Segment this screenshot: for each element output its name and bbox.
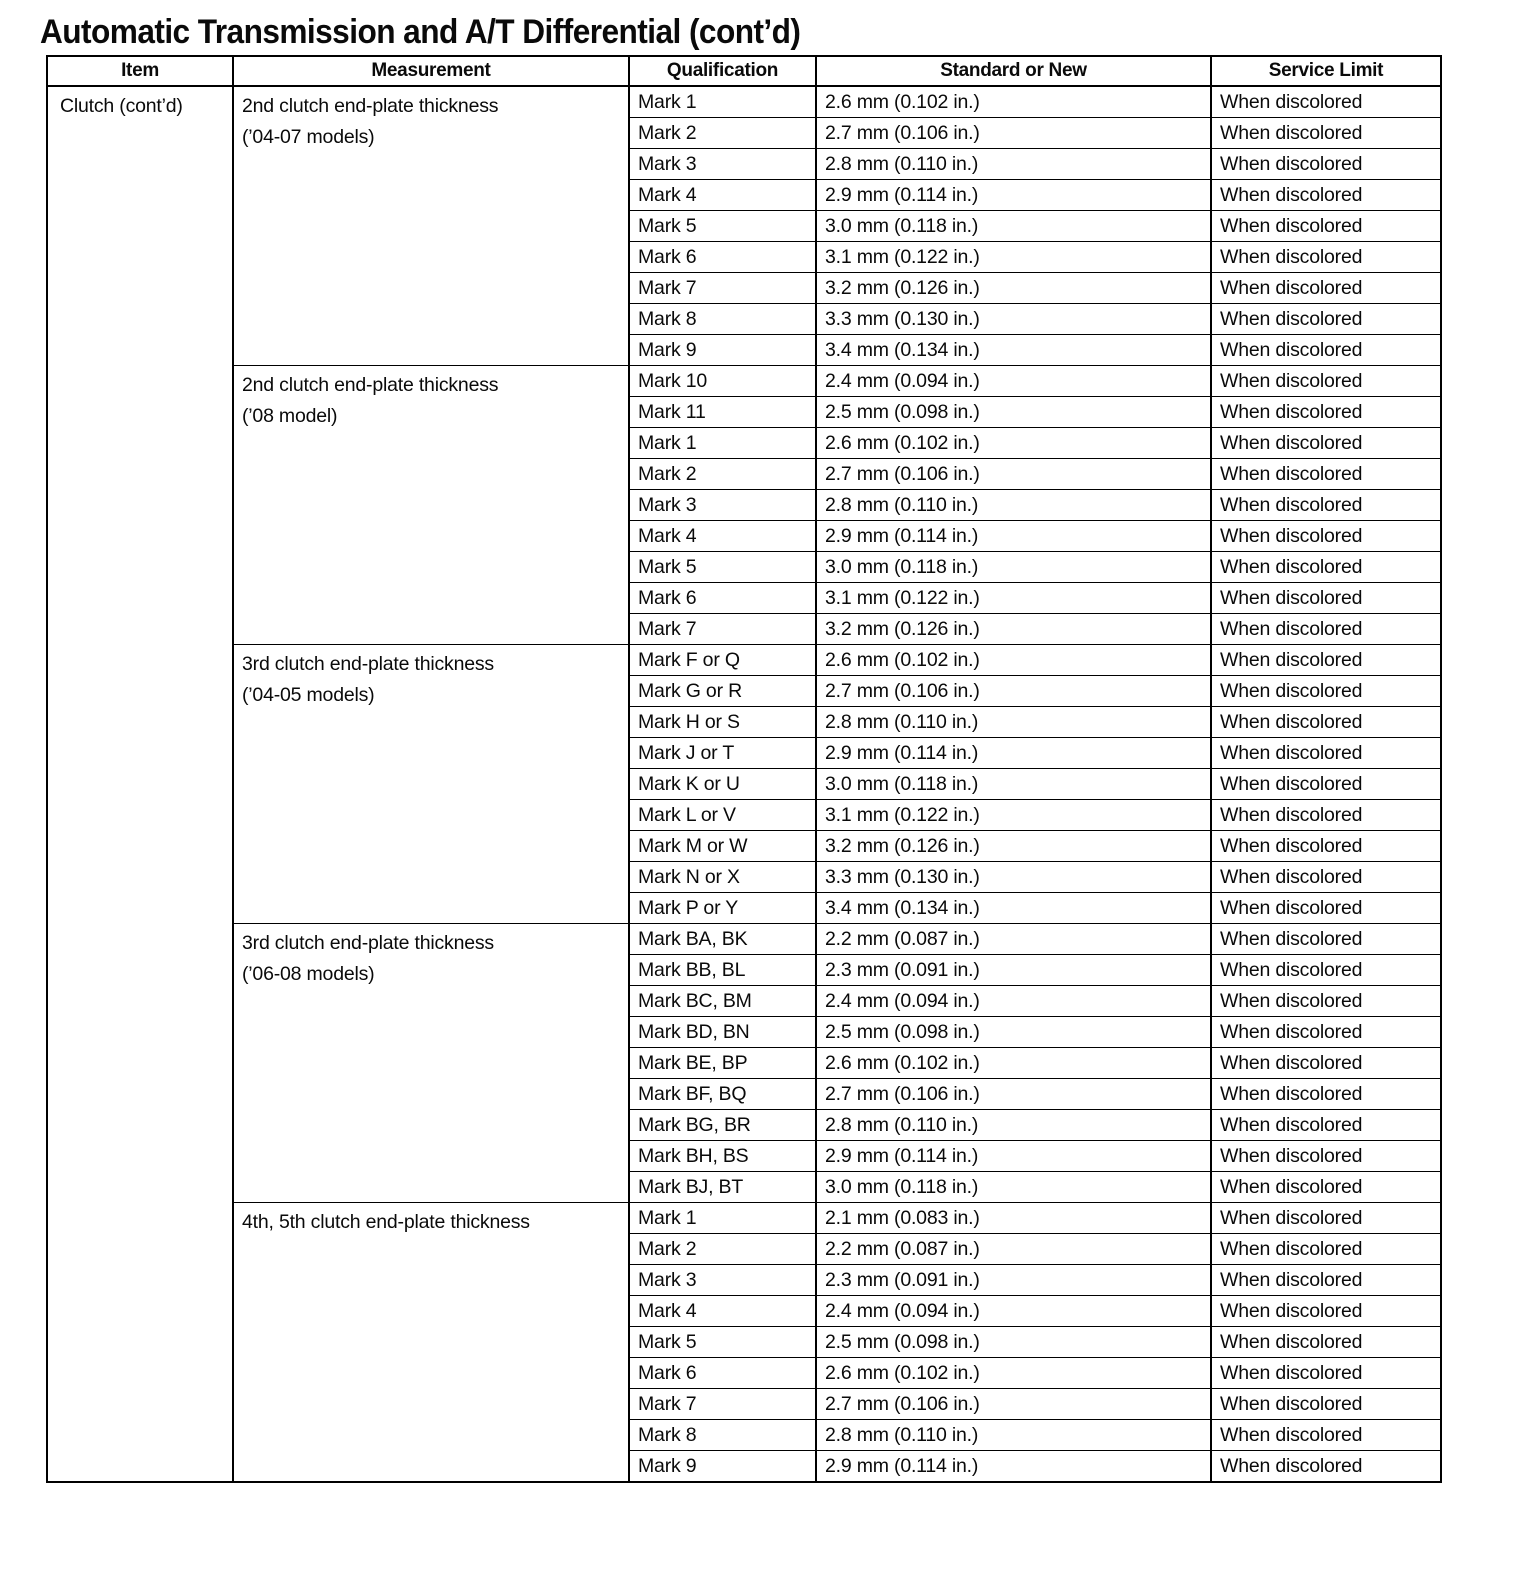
- qualification-cell: Mark BF, BQ: [629, 1079, 816, 1110]
- spec-body: [47, 86, 1441, 1482]
- qualification-cell: Mark BB, BL: [629, 955, 816, 986]
- standard-cell: 2.9 mm (0.114 in.): [816, 180, 1211, 211]
- qualification-cell: Mark BG, BR: [629, 1110, 816, 1141]
- service-limit-cell: When discolored: [1211, 1017, 1441, 1048]
- service-limit-cell: When discolored: [1211, 428, 1441, 459]
- qualification-cell: Mark 5: [629, 211, 816, 242]
- measurement-label: 2nd clutch end-plate thickness: [242, 95, 499, 117]
- service-limit-cell: When discolored: [1211, 676, 1441, 707]
- standard-cell: 2.3 mm (0.091 in.): [816, 1265, 1211, 1296]
- standard-cell: 3.0 mm (0.118 in.): [816, 552, 1211, 583]
- measurement-label: 3rd clutch end-plate thickness: [242, 653, 494, 675]
- standard-cell: 2.8 mm (0.110 in.): [816, 490, 1211, 521]
- service-limit-cell: When discolored: [1211, 304, 1441, 335]
- measurement-models: (’04-07 models): [242, 126, 375, 148]
- service-limit-cell: When discolored: [1211, 924, 1441, 955]
- standard-cell: 2.5 mm (0.098 in.): [816, 1017, 1211, 1048]
- qualification-cell: Mark H or S: [629, 707, 816, 738]
- qualification-cell: Mark 3: [629, 1265, 816, 1296]
- service-limit-cell: When discolored: [1211, 459, 1441, 490]
- standard-cell: 3.1 mm (0.122 in.): [816, 583, 1211, 614]
- table-row: [47, 924, 1441, 955]
- qualification-cell: Mark 6: [629, 1358, 816, 1389]
- qualification-cell: Mark BJ, BT: [629, 1172, 816, 1203]
- measurement-cell: [233, 1203, 629, 1483]
- standard-cell: 3.4 mm (0.134 in.): [816, 335, 1211, 366]
- standard-cell: 3.2 mm (0.126 in.): [816, 831, 1211, 862]
- qualification-cell: Mark N or X: [629, 862, 816, 893]
- standard-cell: 2.9 mm (0.114 in.): [816, 521, 1211, 552]
- qualification-cell: Mark 4: [629, 180, 816, 211]
- qualification-cell: Mark M or W: [629, 831, 816, 862]
- standard-cell: 2.7 mm (0.106 in.): [816, 459, 1211, 490]
- standard-cell: 2.2 mm (0.087 in.): [816, 924, 1211, 955]
- qualification-cell: Mark 8: [629, 1420, 816, 1451]
- qualification-cell: Mark BH, BS: [629, 1141, 816, 1172]
- service-limit-cell: When discolored: [1211, 1389, 1441, 1420]
- qualification-cell: Mark L or V: [629, 800, 816, 831]
- header-row: [47, 56, 1441, 86]
- standard-cell: 3.0 mm (0.118 in.): [816, 769, 1211, 800]
- qualification-cell: Mark 8: [629, 304, 816, 335]
- table-row: [47, 86, 1441, 118]
- service-limit-cell: When discolored: [1211, 1420, 1441, 1451]
- measurement-models: (’04-05 models): [242, 684, 375, 706]
- standard-cell: 2.4 mm (0.094 in.): [816, 1296, 1211, 1327]
- page-title: Automatic Transmission and A/T Differential (cont’d): [40, 13, 801, 51]
- standard-cell: 2.5 mm (0.098 in.): [816, 1327, 1211, 1358]
- service-limit-cell: When discolored: [1211, 986, 1441, 1017]
- service-limit-cell: When discolored: [1211, 955, 1441, 986]
- qualification-cell: Mark 5: [629, 552, 816, 583]
- service-limit-cell: When discolored: [1211, 614, 1441, 645]
- header-item: Item: [47, 56, 233, 86]
- service-limit-cell: When discolored: [1211, 490, 1441, 521]
- standard-cell: 3.0 mm (0.118 in.): [816, 1172, 1211, 1203]
- qualification-cell: Mark 1: [629, 1203, 816, 1234]
- standard-cell: 3.1 mm (0.122 in.): [816, 242, 1211, 273]
- service-limit-cell: When discolored: [1211, 211, 1441, 242]
- qualification-cell: Mark 11: [629, 397, 816, 428]
- measurement-models: (’06-08 models): [242, 963, 375, 985]
- qualification-cell: Mark 9: [629, 1451, 816, 1483]
- standard-cell: 2.4 mm (0.094 in.): [816, 986, 1211, 1017]
- table-row: [47, 366, 1441, 397]
- service-limit-cell: When discolored: [1211, 366, 1441, 397]
- qualification-cell: Mark F or Q: [629, 645, 816, 676]
- standard-cell: 2.6 mm (0.102 in.): [816, 428, 1211, 459]
- standard-cell: 2.4 mm (0.094 in.): [816, 366, 1211, 397]
- measurement-models: (’08 model): [242, 405, 338, 427]
- qualification-cell: Mark BE, BP: [629, 1048, 816, 1079]
- qualification-cell: Mark 1: [629, 86, 816, 118]
- standard-cell: 2.7 mm (0.106 in.): [816, 1079, 1211, 1110]
- measurement-cell: [233, 924, 629, 1203]
- service-limit-cell: When discolored: [1211, 583, 1441, 614]
- measurement-label: 3rd clutch end-plate thickness: [242, 932, 494, 954]
- service-limit-cell: When discolored: [1211, 893, 1441, 924]
- service-limit-cell: When discolored: [1211, 397, 1441, 428]
- standard-cell: 3.2 mm (0.126 in.): [816, 273, 1211, 304]
- qualification-cell: Mark 1: [629, 428, 816, 459]
- standard-cell: 3.1 mm (0.122 in.): [816, 800, 1211, 831]
- qualification-cell: Mark 6: [629, 242, 816, 273]
- qualification-cell: Mark 2: [629, 118, 816, 149]
- qualification-cell: Mark 6: [629, 583, 816, 614]
- standard-cell: 2.7 mm (0.106 in.): [816, 118, 1211, 149]
- service-limit-cell: When discolored: [1211, 800, 1441, 831]
- qualification-cell: Mark 2: [629, 459, 816, 490]
- service-limit-cell: When discolored: [1211, 831, 1441, 862]
- service-limit-cell: When discolored: [1211, 180, 1441, 211]
- standard-cell: 2.7 mm (0.106 in.): [816, 676, 1211, 707]
- qualification-cell: Mark G or R: [629, 676, 816, 707]
- standard-cell: 2.6 mm (0.102 in.): [816, 645, 1211, 676]
- measurement-cell: [233, 86, 629, 366]
- service-limit-cell: When discolored: [1211, 1172, 1441, 1203]
- service-limit-cell: When discolored: [1211, 1141, 1441, 1172]
- service-limit-cell: When discolored: [1211, 707, 1441, 738]
- item-cell: Clutch (cont’d): [47, 86, 233, 1482]
- qualification-cell: Mark 9: [629, 335, 816, 366]
- qualification-cell: Mark 10: [629, 366, 816, 397]
- standard-cell: 2.8 mm (0.110 in.): [816, 1420, 1211, 1451]
- standard-cell: 2.1 mm (0.083 in.): [816, 1203, 1211, 1234]
- standard-cell: 2.8 mm (0.110 in.): [816, 707, 1211, 738]
- qualification-cell: Mark 7: [629, 614, 816, 645]
- standard-cell: 2.9 mm (0.114 in.): [816, 1451, 1211, 1483]
- service-limit-cell: When discolored: [1211, 242, 1441, 273]
- measurement-label: 4th, 5th clutch end-plate thickness: [242, 1211, 530, 1233]
- qualification-cell: Mark 3: [629, 490, 816, 521]
- standard-cell: 3.0 mm (0.118 in.): [816, 211, 1211, 242]
- service-limit-cell: When discolored: [1211, 1358, 1441, 1389]
- standard-cell: 3.3 mm (0.130 in.): [816, 862, 1211, 893]
- standard-cell: 2.7 mm (0.106 in.): [816, 1389, 1211, 1420]
- qualification-cell: Mark 3: [629, 149, 816, 180]
- qualification-cell: Mark 7: [629, 1389, 816, 1420]
- qualification-cell: Mark 4: [629, 521, 816, 552]
- standard-cell: 2.6 mm (0.102 in.): [816, 86, 1211, 118]
- standard-cell: 2.2 mm (0.087 in.): [816, 1234, 1211, 1265]
- service-limit-cell: When discolored: [1211, 1265, 1441, 1296]
- service-limit-cell: When discolored: [1211, 1048, 1441, 1079]
- measurement-cell: [233, 366, 629, 645]
- service-limit-cell: When discolored: [1211, 552, 1441, 583]
- service-limit-cell: When discolored: [1211, 118, 1441, 149]
- qualification-cell: Mark BA, BK: [629, 924, 816, 955]
- standard-cell: 2.6 mm (0.102 in.): [816, 1048, 1211, 1079]
- measurement-cell: [233, 645, 629, 924]
- qualification-cell: Mark 4: [629, 1296, 816, 1327]
- qualification-cell: Mark 2: [629, 1234, 816, 1265]
- service-limit-cell: When discolored: [1211, 769, 1441, 800]
- standard-cell: 2.9 mm (0.114 in.): [816, 1141, 1211, 1172]
- qualification-cell: Mark P or Y: [629, 893, 816, 924]
- standard-cell: 2.9 mm (0.114 in.): [816, 738, 1211, 769]
- standard-cell: 3.4 mm (0.134 in.): [816, 893, 1211, 924]
- standard-cell: 2.3 mm (0.091 in.): [816, 955, 1211, 986]
- standard-cell: 2.5 mm (0.098 in.): [816, 397, 1211, 428]
- header-measurement: Measurement: [233, 56, 629, 86]
- service-limit-cell: When discolored: [1211, 1234, 1441, 1265]
- table-row: [47, 1203, 1441, 1234]
- service-limit-cell: When discolored: [1211, 86, 1441, 118]
- spec-table: [46, 55, 1442, 1483]
- standard-cell: 2.8 mm (0.110 in.): [816, 1110, 1211, 1141]
- standard-cell: 3.3 mm (0.130 in.): [816, 304, 1211, 335]
- service-limit-cell: When discolored: [1211, 1451, 1441, 1483]
- standard-cell: 2.6 mm (0.102 in.): [816, 1358, 1211, 1389]
- service-limit-cell: When discolored: [1211, 1296, 1441, 1327]
- standard-cell: 2.8 mm (0.110 in.): [816, 149, 1211, 180]
- header-service-limit: Service Limit: [1211, 56, 1441, 86]
- service-limit-cell: When discolored: [1211, 149, 1441, 180]
- service-limit-cell: When discolored: [1211, 1079, 1441, 1110]
- service-limit-cell: When discolored: [1211, 521, 1441, 552]
- service-limit-cell: When discolored: [1211, 1327, 1441, 1358]
- qualification-cell: Mark BC, BM: [629, 986, 816, 1017]
- service-limit-cell: When discolored: [1211, 738, 1441, 769]
- service-limit-cell: When discolored: [1211, 1203, 1441, 1234]
- service-limit-cell: When discolored: [1211, 862, 1441, 893]
- service-limit-cell: When discolored: [1211, 335, 1441, 366]
- service-limit-cell: When discolored: [1211, 645, 1441, 676]
- header-qualification: Qualification: [629, 56, 816, 86]
- measurement-label: 2nd clutch end-plate thickness: [242, 374, 499, 396]
- qualification-cell: Mark J or T: [629, 738, 816, 769]
- qualification-cell: Mark 5: [629, 1327, 816, 1358]
- qualification-cell: Mark BD, BN: [629, 1017, 816, 1048]
- qualification-cell: Mark 7: [629, 273, 816, 304]
- table-row: [47, 645, 1441, 676]
- qualification-cell: Mark K or U: [629, 769, 816, 800]
- header-standard: Standard or New: [816, 56, 1211, 86]
- service-limit-cell: When discolored: [1211, 273, 1441, 304]
- standard-cell: 3.2 mm (0.126 in.): [816, 614, 1211, 645]
- service-limit-cell: When discolored: [1211, 1110, 1441, 1141]
